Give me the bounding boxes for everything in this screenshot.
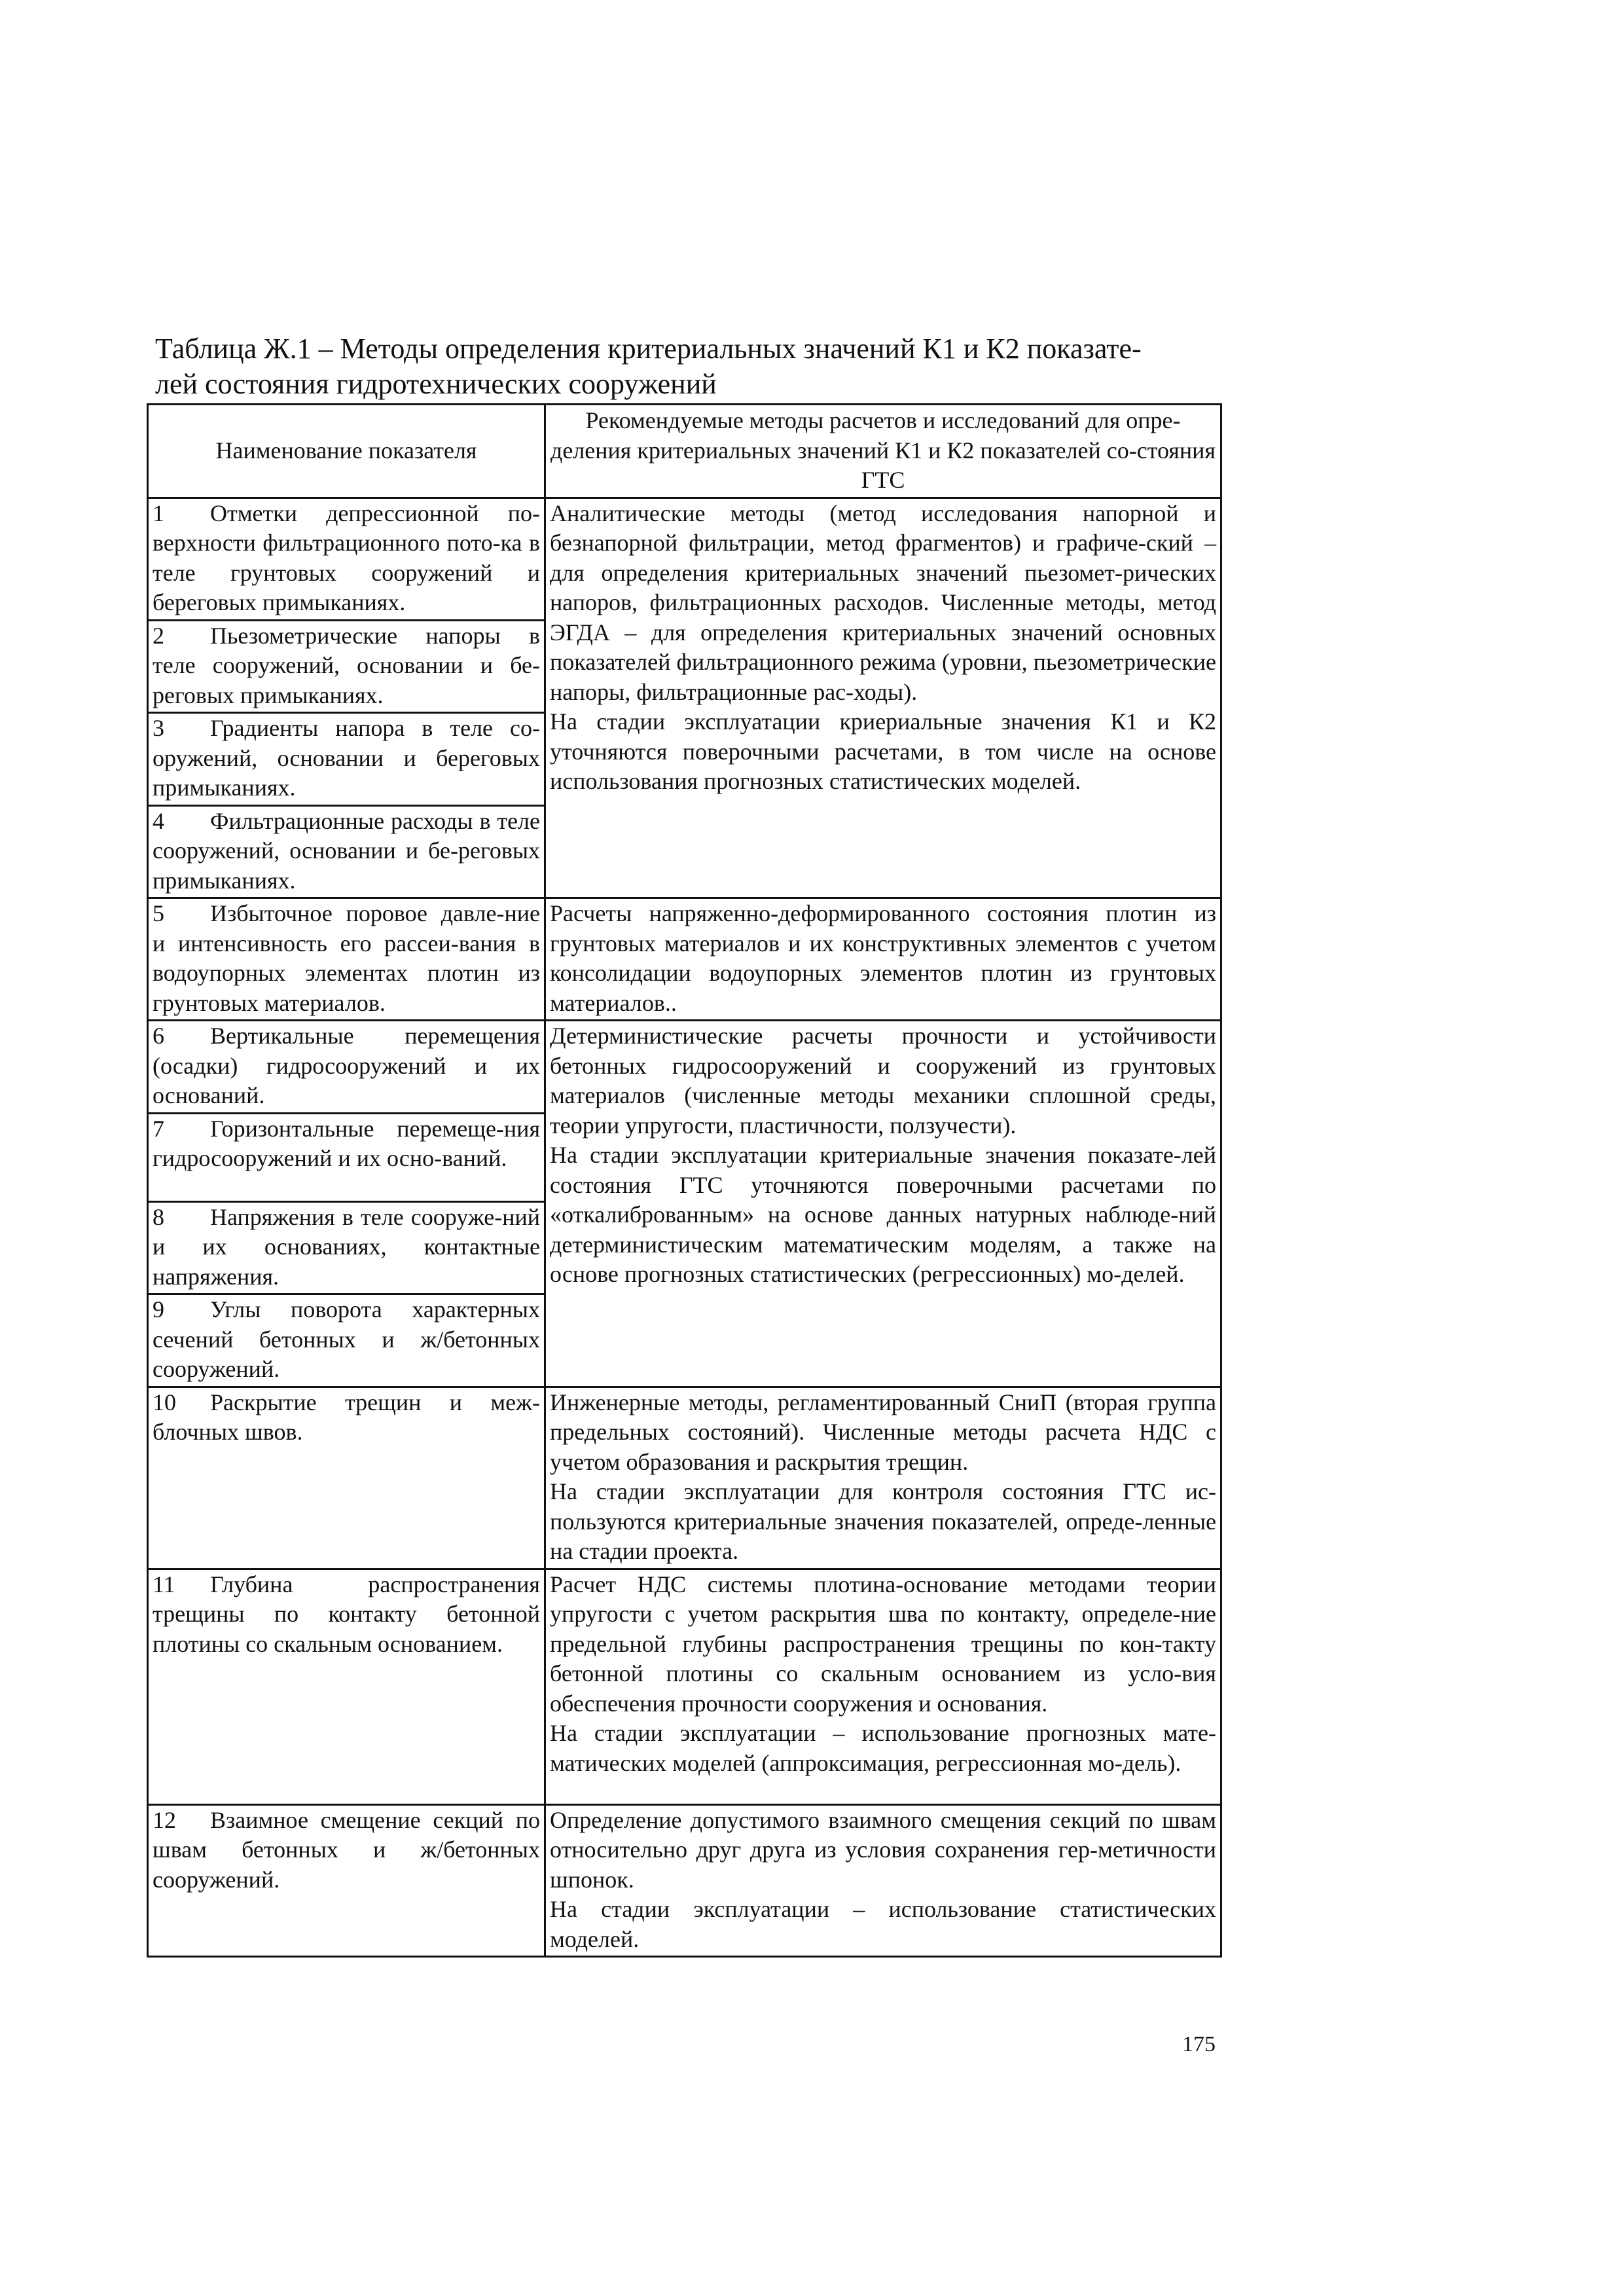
indicator-cell <box>148 1021 545 1114</box>
indicator-text: Градиенты напора в теле со-оружений, основании и береговых примыканиях. <box>153 715 540 801</box>
indicator-cell <box>148 1569 545 1804</box>
method-paragraph: На стадии эксплуатации – использование прогнозных мате-матических моделей (аппроксимация, регрессионная мо-дель). <box>550 1720 1216 1776</box>
indicator-cell <box>148 1294 545 1387</box>
indicator-number: 12 <box>153 1806 176 1833</box>
indicator-text: Пьезометрические напоры в теле сооружений, основании и бе-реговых примыканиях. <box>153 622 540 708</box>
method-cell <box>545 898 1221 1021</box>
indicator-number: 9 <box>153 1296 164 1322</box>
table-row <box>148 898 1221 1021</box>
header-recommended-methods: Рекомендуемые методы расчетов и исследований для опре-деления критериальных значений К1 и К2 показателей со-стояния ГТС <box>545 405 1221 498</box>
indicator-text: Взаимное смещение секций по швам бетонных и ж/бетонных сооружений. <box>153 1806 540 1893</box>
indicator-text: Избыточное поровое давле-ние и интенсивность его рассеи-вания в водоупорных элементах плотин из грунтовых материалов. <box>153 900 540 1016</box>
method-paragraph: Определение допустимого взаимного смещения секций по швам относительно друг друга из условия сохранения гер-метичности шпонок. <box>550 1806 1216 1893</box>
method-paragraph: Детерминистические расчеты прочности и устойчивости бетонных гидросооружений и сооружений из грунтовых материалов (численные методы механики сплошной среды, теории упругости, пластичности, ползучести). <box>550 1023 1216 1139</box>
method-cell <box>545 1569 1221 1804</box>
indicator-number: 11 <box>153 1571 175 1597</box>
indicator-text: Отметки депрессионной по-верхности фильтрационного пото-ка в теле грунтовых сооружений и береговых примыканиях. <box>153 500 540 615</box>
method-cell <box>545 1387 1221 1569</box>
table-caption-line-2: лей состояния гидротехнических сооружений <box>155 368 717 400</box>
indicator-cell <box>148 1804 545 1957</box>
indicator-number: 7 <box>153 1115 164 1142</box>
indicator-text: Углы поворота характерных сечений бетонных и ж/бетонных сооружений. <box>153 1296 540 1382</box>
indicator-number: 4 <box>153 807 164 834</box>
method-cell <box>545 1804 1221 1957</box>
indicator-number: 8 <box>153 1203 164 1230</box>
method-paragraph: На стадии эксплуатации для контроля состояния ГТС ис-пользуются критериальные значения показателей, опреде-ленные на стадии проекта. <box>550 1478 1216 1564</box>
method-cell <box>545 498 1221 898</box>
criteria-methods-table <box>147 403 1222 1958</box>
indicator-text: Фильтрационные расходы в теле сооружений, основании и бе-реговых примыканиях. <box>153 807 540 894</box>
indicator-number: 5 <box>153 900 164 926</box>
indicator-cell <box>148 620 545 713</box>
method-paragraph: Инженерные методы, регламентированный СниП (вторая группа предельных состояний). Численные методы расчета НДС с учетом образования и раскрытия трещин. <box>550 1389 1216 1475</box>
indicator-text: Глубина распространения трещины по контакту бетонной плотины со скальным основанием. <box>153 1571 540 1657</box>
table-row <box>148 1569 1221 1804</box>
indicator-cell <box>148 805 545 898</box>
indicator-cell <box>148 713 545 806</box>
table-caption-line-1: Таблица Ж.1 – Методы определения критериальных значений К1 и К2 показате- <box>155 333 1142 365</box>
method-paragraph: Расчет НДС системы плотина-основание методами теории упругости с учетом раскрытия шва по контакту, определе-ние предельной глубины распространения трещины по кон-такту бетонной плотины со скальным основанием из усло-вия обеспечения прочности сооружения и основания. <box>550 1571 1216 1717</box>
method-paragraph: Аналитические методы (метод исследования напорной и безнапорной фильтрации, метод фрагментов) и графиче-ский – для определения критериальных значений пьезомет-рических напоров, фильтрационных расходов. Численные методы, метод ЭГДА – для определения критериальных значений основных показателей фильтрационного режима (уровни, пьезометрические напоры, фильтрационные рас-ходы). <box>550 500 1216 705</box>
indicator-number: 2 <box>153 622 164 649</box>
method-paragraph: Расчеты напряженно-деформированного состояния плотин из грунтовых материалов и их конструктивных элементов с учетом консолидации водоупорных элементов плотин из грунтовых материалов.. <box>550 900 1216 1016</box>
table-header-row <box>148 405 1221 498</box>
indicator-text: Напряжения в теле сооруже-ний и их основаниях, контактные напряжения. <box>153 1203 540 1290</box>
method-paragraph: На стадии эксплуатации критериальные значения показате-лей состояния ГТС уточняются поверочными расчетами по «откалиброванным» на основе данных натурных наблюде-ний детерминистическим математическим моделям, а также на основе прогнозных статистических (регрессионных) мо-делей. <box>550 1142 1216 1287</box>
table-caption <box>155 331 1229 402</box>
indicator-text: Горизонтальные перемеще-ния гидросооружений и их осно-ваний. <box>153 1115 540 1171</box>
table-row <box>148 1387 1221 1569</box>
indicator-number: 3 <box>153 715 164 741</box>
page-number: 175 <box>1182 2032 1216 2056</box>
indicator-text: Раскрытие трещин и меж-блочных швов. <box>153 1389 540 1445</box>
method-paragraph: На стадии эксплуатации криериальные значения К1 и К2 уточняются поверочными расчетами, в том числе на основе использования прогнозных статистических моделей. <box>550 708 1216 794</box>
indicator-cell <box>148 498 545 620</box>
indicator-text: Вертикальные перемещения (осадки) гидросооружений и их оснований. <box>153 1023 540 1108</box>
header-indicator-name: Наименование показателя <box>148 405 545 498</box>
table-row <box>148 1804 1221 1957</box>
indicator-number: 10 <box>153 1389 176 1415</box>
indicator-number: 6 <box>153 1023 164 1049</box>
table-row <box>148 1021 1221 1114</box>
indicator-number: 1 <box>153 500 164 526</box>
table-row <box>148 498 1221 620</box>
method-cell <box>545 1021 1221 1387</box>
indicator-cell <box>148 898 545 1021</box>
indicator-cell <box>148 1113 545 1201</box>
indicator-cell <box>148 1201 545 1294</box>
indicator-cell <box>148 1387 545 1569</box>
method-paragraph: На стадии эксплуатации – использование статистических моделей. <box>550 1896 1216 1952</box>
